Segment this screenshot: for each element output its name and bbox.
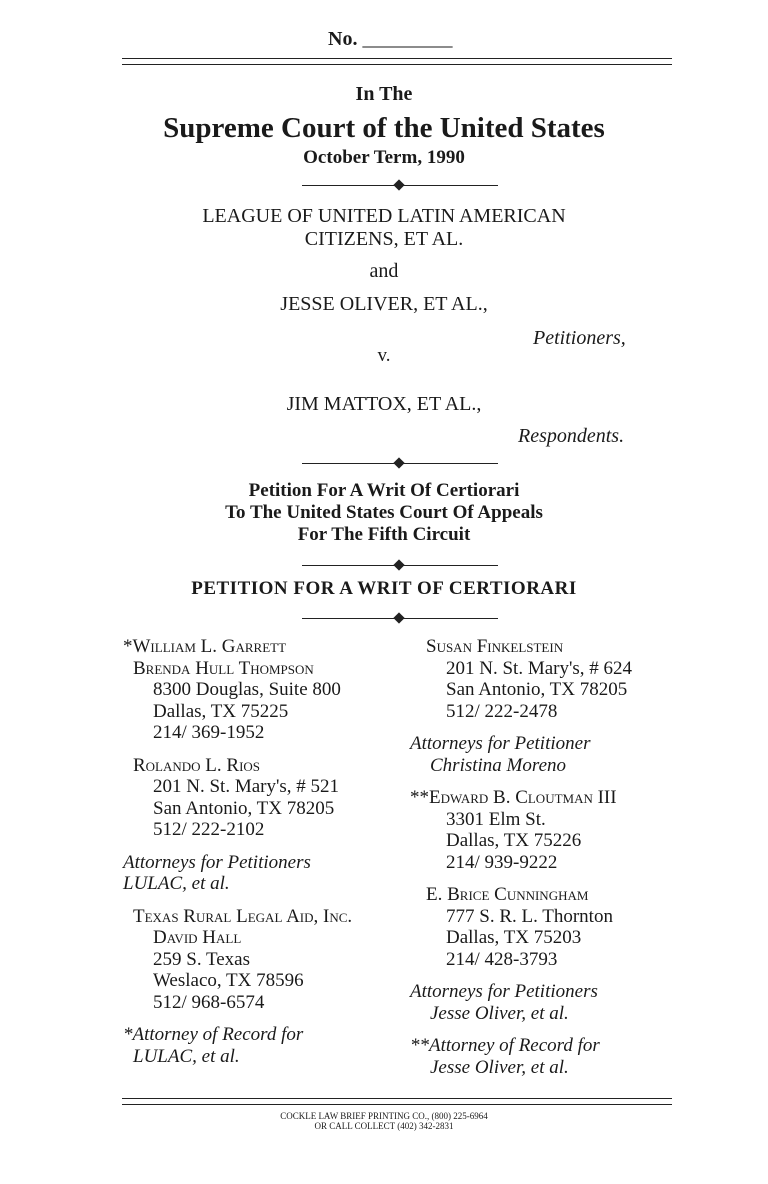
ornament-divider (302, 180, 498, 192)
counsel-right-column (410, 636, 632, 1078)
printer-line-2: OR CALL COLLECT (402) 342-2831 (314, 1121, 454, 1131)
role-line: Christina Moreno (430, 754, 566, 776)
address-line: 777 S. R. L. Thornton (446, 905, 613, 927)
counsel-left-column (123, 636, 352, 1067)
ornament-divider (302, 458, 498, 470)
phone-line: 214/ 939-9222 (446, 851, 558, 873)
address-line: 201 N. St. Mary's, # 624 (446, 657, 633, 679)
petition-line-1: Petition For A Writ Of Certiorari (248, 480, 520, 501)
address-line: San Antonio, TX 78205 (446, 679, 628, 700)
case-number (328, 28, 452, 51)
address-line: 3301 Elm St. (446, 808, 546, 830)
attorney-name: David Hall (153, 927, 242, 948)
phone-line: 512/ 222-2478 (446, 700, 558, 722)
attorney-name: Brenda Hull Thompson (133, 657, 314, 679)
phone-line: 512/ 968-6574 (153, 991, 265, 1013)
role-line: Attorneys for Petitioner (410, 733, 591, 754)
role-line: Jesse Oliver, et al. (430, 1002, 569, 1024)
petition-line-2: To The United States Court Of Appeals (225, 502, 543, 523)
respondents-label: Respondents. (518, 425, 625, 447)
role-line: *Attorney of Record for (123, 1024, 304, 1045)
address-line: Weslaco, TX 78596 (153, 970, 304, 991)
role-line: Attorneys for Petitioners (123, 851, 311, 873)
case-number-label: No. (328, 28, 358, 50)
address-line: 8300 Douglas, Suite 800 (153, 679, 341, 700)
role-line: LULAC, et al. (133, 1045, 240, 1067)
petitioner-2: JESSE OLIVER, ET AL., (280, 293, 488, 315)
attorney-name: Susan Finkelstein (426, 636, 564, 657)
attorney-name: Rolando L. Rios (133, 754, 261, 776)
address-line: San Antonio, TX 78205 (153, 797, 335, 819)
versus-text: v. (377, 345, 391, 366)
ornament-divider (302, 560, 498, 572)
court-name: Supreme Court of the United States (163, 112, 605, 144)
petitioner-line-2: CITIZENS, ET AL. (304, 228, 464, 250)
petitioners-label: Petitioners, (533, 327, 626, 349)
role-line: **Attorney of Record for (410, 1035, 600, 1056)
phone-line: 214/ 428-3793 (446, 948, 558, 970)
ornament-divider (302, 613, 498, 625)
address-line: 259 S. Texas (153, 948, 251, 970)
address-line: Dallas, TX 75226 (446, 830, 582, 851)
attorney-name: **Edward B. Cloutman III (410, 787, 617, 808)
organization-name: Texas Rural Legal Aid, Inc. (133, 905, 353, 927)
court-term: October Term, 1990 (303, 147, 465, 168)
role-line: Attorneys for Petitioners (410, 981, 598, 1002)
and-text: and (369, 260, 399, 282)
in-the-text: In The (355, 83, 413, 105)
petition-title: PETITION FOR A WRIT OF CERTIORARI (191, 578, 577, 599)
respondent: JIM MATTOX, ET AL., (286, 393, 482, 415)
attorney-name: *William L. Garrett (123, 636, 287, 657)
petition-line-3: For The Fifth Circuit (297, 524, 471, 545)
attorney-name: E. Brice Cunningham (426, 884, 589, 905)
phone-line: 512/ 222-2102 (153, 819, 265, 840)
address-line: 201 N. St. Mary's, # 521 (153, 776, 340, 797)
role-line: Jesse Oliver, et al. (430, 1056, 569, 1078)
petitioner-line-1: LEAGUE OF UNITED LATIN AMERICAN (202, 205, 566, 227)
printer-line-1: COCKLE LAW BRIEF PRINTING CO., (800) 225-6964 (280, 1111, 488, 1121)
phone-line: 214/ 369-1952 (153, 722, 265, 743)
case-number-blank: _________ (362, 28, 453, 50)
top-double-rule (122, 58, 672, 65)
address-line: Dallas, TX 75225 (153, 700, 289, 722)
address-line: Dallas, TX 75203 (446, 927, 582, 948)
bottom-double-rule (122, 1098, 672, 1105)
role-line: LULAC, et al. (123, 873, 230, 894)
